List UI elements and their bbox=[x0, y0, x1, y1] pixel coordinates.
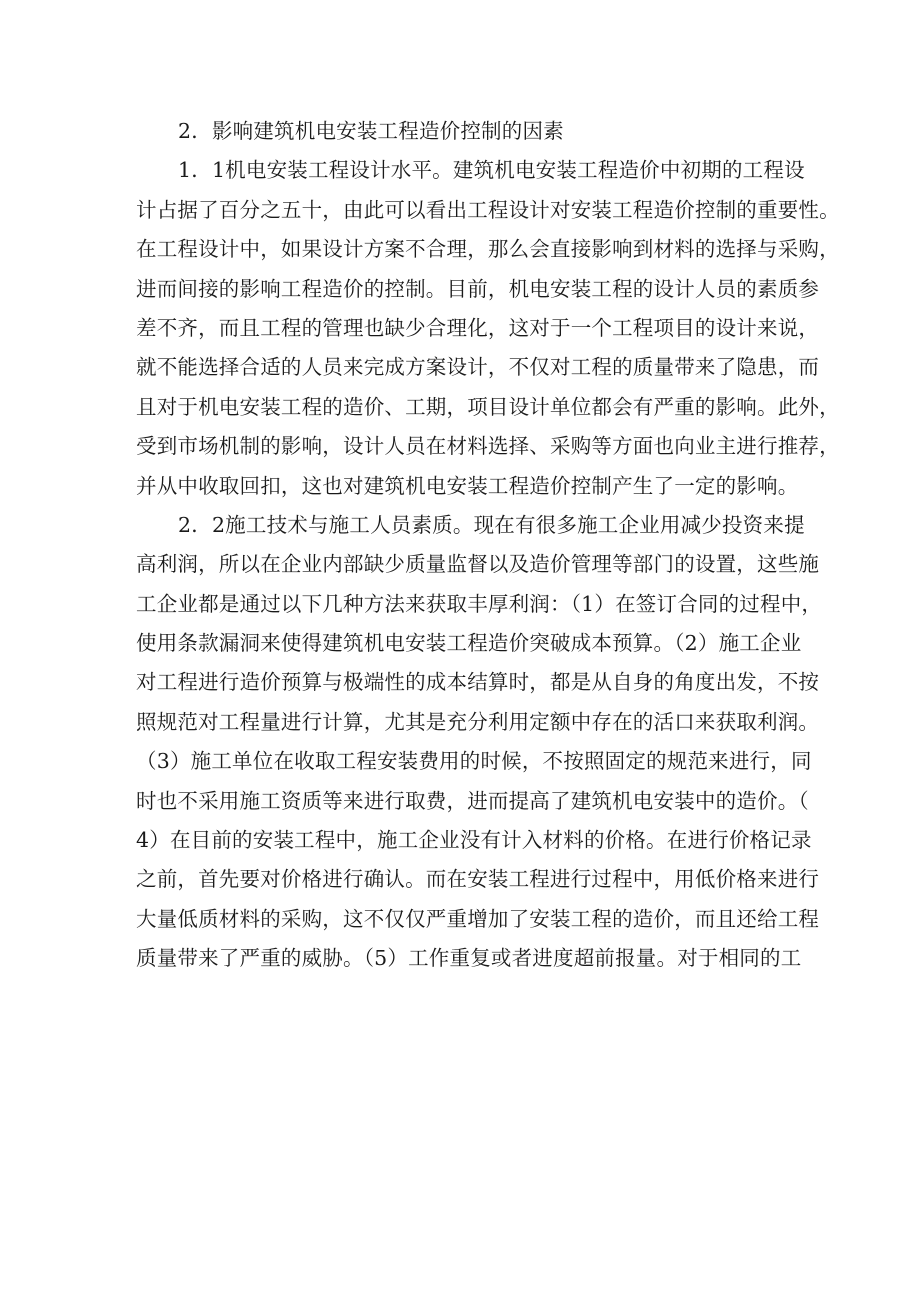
paragraph-line: （3）施工单位在收取工程安装费用的时候，不按照固定的规范来进行，同 bbox=[136, 749, 812, 774]
document-body bbox=[136, 112, 840, 979]
paragraph-line: 并从中收取回扣，这也对建筑机电安装工程造价控制产生了一定的影响。 bbox=[136, 473, 799, 498]
section-heading: 2．影响建筑机电安装工程造价控制的因素 bbox=[178, 119, 564, 143]
paragraph-line: 照规范对工程量进行计算，尤其是充分利用定额中存在的活口来获取利润。 bbox=[136, 709, 820, 734]
paragraph-line: 时也不采用施工资质等来进行取费，进而提高了建筑机电安装中的造价。（ bbox=[136, 788, 809, 813]
paragraph-line: 2．2施工技术与施工人员素质。现在有很多施工企业用减少投资来提 bbox=[178, 512, 805, 537]
paragraph-line: 计占据了百分之五十，由此可以看出工程设计对安装工程造价控制的重要性。 bbox=[136, 197, 840, 222]
paragraph-line: 工企业都是通过以下几种方法来获取丰厚利润：（1）在签订合同的过程中， bbox=[136, 591, 823, 616]
paragraph-line: 就不能选择合适的人员来完成方案设计，不仅对工程的质量带来了隐患，而 bbox=[136, 355, 820, 380]
paragraph-design-level bbox=[136, 151, 840, 506]
paragraph-line: 4）在目前的安装工程中，施工企业没有计入材料的价格。在进行价格记录 bbox=[136, 828, 812, 853]
paragraph-line: 在工程设计中，如果设计方案不合理，那么会直接影响到材料的选择与采购， bbox=[136, 237, 840, 262]
paragraph-line: 使用条款漏洞来使得建筑机电安装工程造价突破成本预算。（2）施工企业 bbox=[136, 631, 802, 656]
paragraph-line: 大量低质材料的采购，这不仅仅严重增加了安装工程的造价，而且还给工程 bbox=[136, 906, 820, 931]
paragraph-line: 进而间接的影响工程造价的控制。目前，机电安装工程的设计人员的素质参 bbox=[136, 276, 820, 301]
paragraph-line: 1．1机电安装工程设计水平。建筑机电安装工程造价中初期的工程设 bbox=[178, 158, 805, 183]
paragraph-line: 受到市场机制的影响，设计人员在材料选择、采购等方面也向业主进行推荐， bbox=[136, 434, 840, 459]
paragraph-line: 差不齐，而且工程的管理也缺少合理化，这对于一个工程项目的设计来说， bbox=[136, 315, 820, 340]
paragraph-line: 高利润，所以在企业内部缺少质量监督以及造价管理等部门的设置，这些施 bbox=[136, 552, 820, 577]
paragraph-line: 之前，首先要对价格进行确认。而在安装工程进行过程中，用低价格来进行 bbox=[136, 867, 820, 892]
paragraph-construction-quality bbox=[136, 506, 823, 979]
paragraph-line: 且对于机电安装工程的造价、工期，项目设计单位都会有严重的影响。此外， bbox=[136, 394, 840, 419]
paragraph-line: 对工程进行造价预算与极端性的成本结算时，都是从自身的角度出发，不按 bbox=[136, 670, 820, 695]
paragraph-line: 质量带来了严重的威胁。（5）工作重复或者进度超前报量。对于相同的工 bbox=[136, 946, 802, 971]
